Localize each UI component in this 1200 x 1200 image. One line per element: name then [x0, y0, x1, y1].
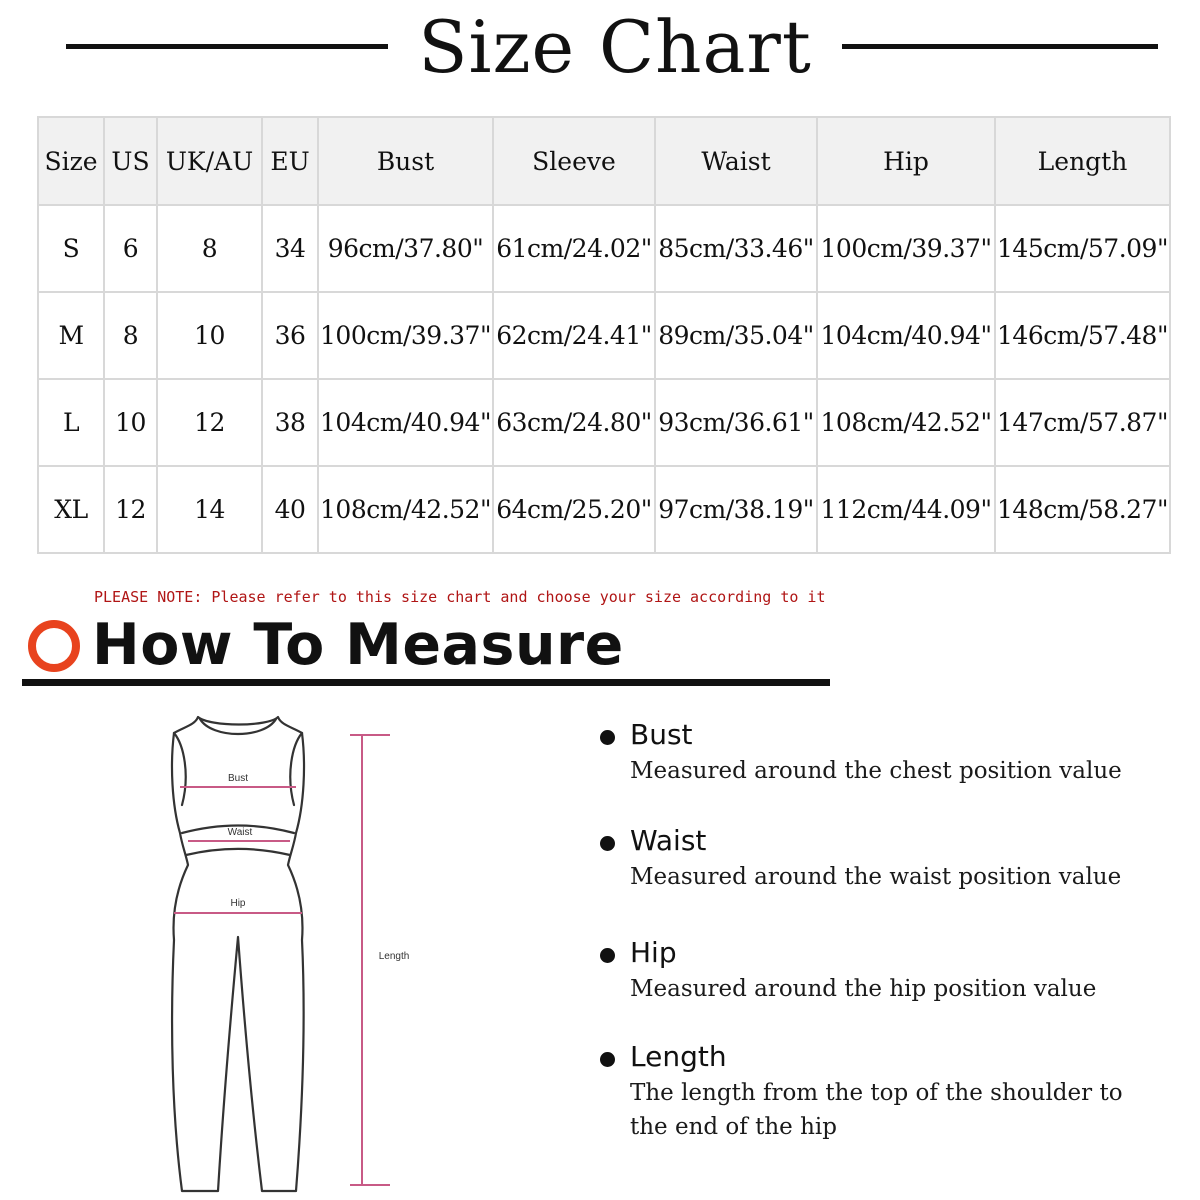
- table-cell: 12: [157, 379, 262, 466]
- column-header: EU: [262, 117, 318, 205]
- figure-label-hip: Hip: [230, 898, 246, 909]
- title-row: [0, 0, 1200, 95]
- table-cell: S: [38, 205, 104, 292]
- armhole-left: [174, 733, 186, 805]
- table-cell: 97cm/38.19": [655, 466, 817, 553]
- table-cell: 100cm/39.37": [817, 205, 995, 292]
- table-row: [38, 379, 1170, 466]
- table-cell: 10: [157, 292, 262, 379]
- column-header: Sleeve: [493, 117, 655, 205]
- definition-hip: [598, 934, 1158, 1006]
- table-row: [38, 205, 1170, 292]
- table-cell: 108cm/42.52": [817, 379, 995, 466]
- column-header: US: [104, 117, 157, 205]
- table-cell: M: [38, 292, 104, 379]
- definition-desc: Measured around the hip position value: [630, 976, 1097, 1002]
- how-to-measure-heading: [26, 612, 836, 686]
- definition-term: Bust: [630, 718, 693, 751]
- section-underline: [22, 679, 830, 686]
- jumpsuit-figure: [150, 705, 430, 1200]
- table-cell: 89cm/35.04": [655, 292, 817, 379]
- table-cell: 63cm/24.80": [493, 379, 655, 466]
- table-cell: 61cm/24.02": [493, 205, 655, 292]
- column-header: Hip: [817, 117, 995, 205]
- definition-waist: [598, 822, 1158, 894]
- table-cell: 112cm/44.09": [817, 466, 995, 553]
- bullet-icon: [600, 948, 615, 963]
- figure-label-length: Length: [378, 951, 410, 962]
- section-title: How To Measure: [92, 612, 624, 678]
- table-header-row: [38, 117, 1170, 205]
- definition-term: Waist: [630, 824, 707, 857]
- title-divider-left: [66, 44, 388, 49]
- definition-desc: Measured around the waist position value: [630, 864, 1122, 890]
- definition-term: Hip: [630, 936, 677, 969]
- table-cell: 104cm/40.94": [318, 379, 493, 466]
- table-cell: 147cm/57.87": [995, 379, 1170, 466]
- circle-bullet-icon: [28, 620, 80, 672]
- bullet-icon: [600, 730, 615, 745]
- table-cell: 93cm/36.61": [655, 379, 817, 466]
- table-cell: 64cm/25.20": [493, 466, 655, 553]
- table-cell: 108cm/42.52": [318, 466, 493, 553]
- definition-length: [598, 1038, 1158, 1144]
- column-header: Waist: [655, 117, 817, 205]
- table-cell: 10: [104, 379, 157, 466]
- table-cell: 104cm/40.94": [817, 292, 995, 379]
- page-title: Size Chart: [418, 5, 812, 89]
- size-chart-table: [37, 116, 1171, 554]
- size-note: PLEASE NOTE: Please refer to this size chart and choose your size according to it: [94, 588, 826, 606]
- definition-term: Length: [630, 1040, 727, 1073]
- table-cell: 8: [157, 205, 262, 292]
- table-cell: 146cm/57.48": [995, 292, 1170, 379]
- column-header: Length: [995, 117, 1170, 205]
- table-cell: 62cm/24.41": [493, 292, 655, 379]
- table-cell: 34: [262, 205, 318, 292]
- table-cell: 100cm/39.37": [318, 292, 493, 379]
- table-cell: 145cm/57.09": [995, 205, 1170, 292]
- definition-bust: [598, 716, 1158, 788]
- jumpsuit-outline: [172, 717, 304, 1191]
- title-divider-right: [842, 44, 1158, 49]
- definition-desc: The length from the top of the shoulder to the end of the hip: [630, 1080, 1123, 1140]
- armhole-right: [290, 733, 302, 805]
- table-cell: 36: [262, 292, 318, 379]
- table-cell: 96cm/37.80": [318, 205, 493, 292]
- column-header: UK/AU: [157, 117, 262, 205]
- definition-desc: Measured around the chest position value: [630, 758, 1122, 784]
- table-cell: 6: [104, 205, 157, 292]
- table-cell: 14: [157, 466, 262, 553]
- table-cell: L: [38, 379, 104, 466]
- table-cell: 8: [104, 292, 157, 379]
- table-cell: XL: [38, 466, 104, 553]
- column-header: Size: [38, 117, 104, 205]
- table-cell: 12: [104, 466, 157, 553]
- bullet-icon: [600, 1052, 615, 1067]
- bullet-icon: [600, 836, 615, 851]
- waistband-bottom: [186, 849, 290, 855]
- measurement-definitions: [598, 716, 1158, 1144]
- table-cell: 148cm/58.27": [995, 466, 1170, 553]
- figure-label-waist: Waist: [227, 827, 253, 838]
- column-header: Bust: [318, 117, 493, 205]
- table-row: [38, 466, 1170, 553]
- table-row: [38, 292, 1170, 379]
- table-cell: 38: [262, 379, 318, 466]
- table-cell: 85cm/33.46": [655, 205, 817, 292]
- table-cell: 40: [262, 466, 318, 553]
- figure-label-bust: Bust: [227, 773, 249, 784]
